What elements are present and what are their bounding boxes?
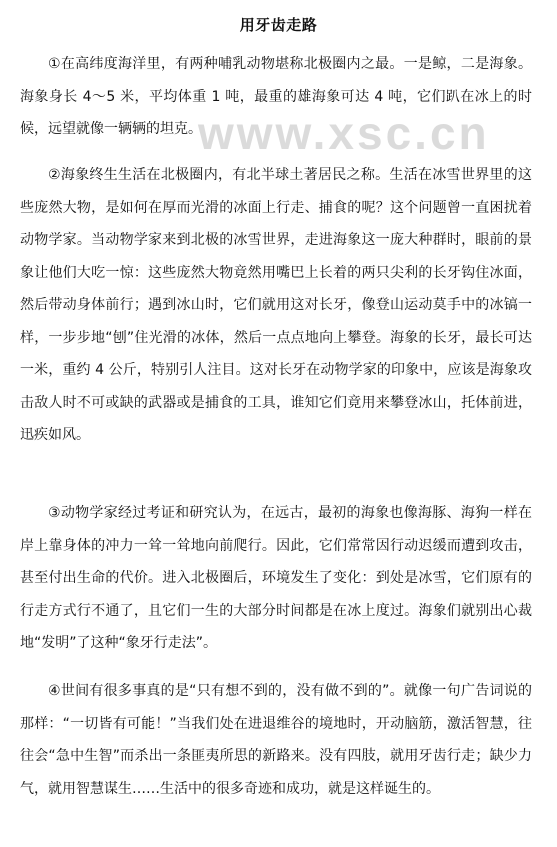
paragraph-1: ①在高纬度海洋里，有两种哺乳动物堪称北极圈内之最。一是鲸，二是海象。海象身长 4～5 米，平均体重 1 吨，最重的雄海象可达 4 吨，它们趴在冰上的时候，远望就像一辆辆的坦克。 bbox=[20, 56, 532, 137]
watermark: www.xsc.cn bbox=[198, 107, 490, 159]
paragraph-2: ②海象终生生活在北极圈内，有北半球土著居民之称。生活在冰雪世界里的这些庞然大物，是如何在厚而光滑的冰面上行走、捕食的呢？这个问题曾一直困扰着动物学家。当动物学家来到北极的冰雪世界，走进海象这一庞大种群时，眼前的景象让他们大吃一惊：这些庞然大物竟然用嘴巴上长着的两只尖利的长牙钩住冰面，然后带动身体前行；遇到冰山时，它们就用这对长牙，像登山运动莫手中的冰镐一样，一步步地“刨”住光滑的冰体，然后一点点地向上攀登。海象的长牙，最长可达一米，重约 4 公斤，特别引人注目。这对长牙在动物学家的印象中，应该是海象攻击敌人时不可或缺的武器或是捕食的工具，谁知它们竟用来攀登冰山，托体前进，迅疾如风。 bbox=[20, 167, 532, 443]
paragraph-4: ④世间有很多事真的是“只有想不到的，没有做不到的”。就像一句广告词说的那样：“一切皆有可能！”当我们处在进退维谷的境地时，开动脑筋，激活智慧，往往会“急中生智”而杀出一条匪夷所思的新路来。没有四肢，就用牙齿行走；缺少力气，就用智慧谋生……生活中的很多奇迹和成功，就是这样诞生的。 bbox=[20, 683, 532, 797]
paragraph-3: ③动物学家经过考证和研究认为，在远古，最初的海象也像海豚、海狗一样在岸上靠身体的冲力一耸一耸地向前爬行。因此，它们常常因行动迟缓而遭到攻击，甚至付出生命的代价。进入北极圈后，环境发生了变化：到处是冰雪，它们原有的行走方式行不通了，且它们一生的大部分时间都是在冰上度过。海象们就别出心裁地“发明”了这种“象牙行走法”。 bbox=[20, 505, 532, 651]
document-title: 用牙齿走路 bbox=[239, 16, 318, 34]
